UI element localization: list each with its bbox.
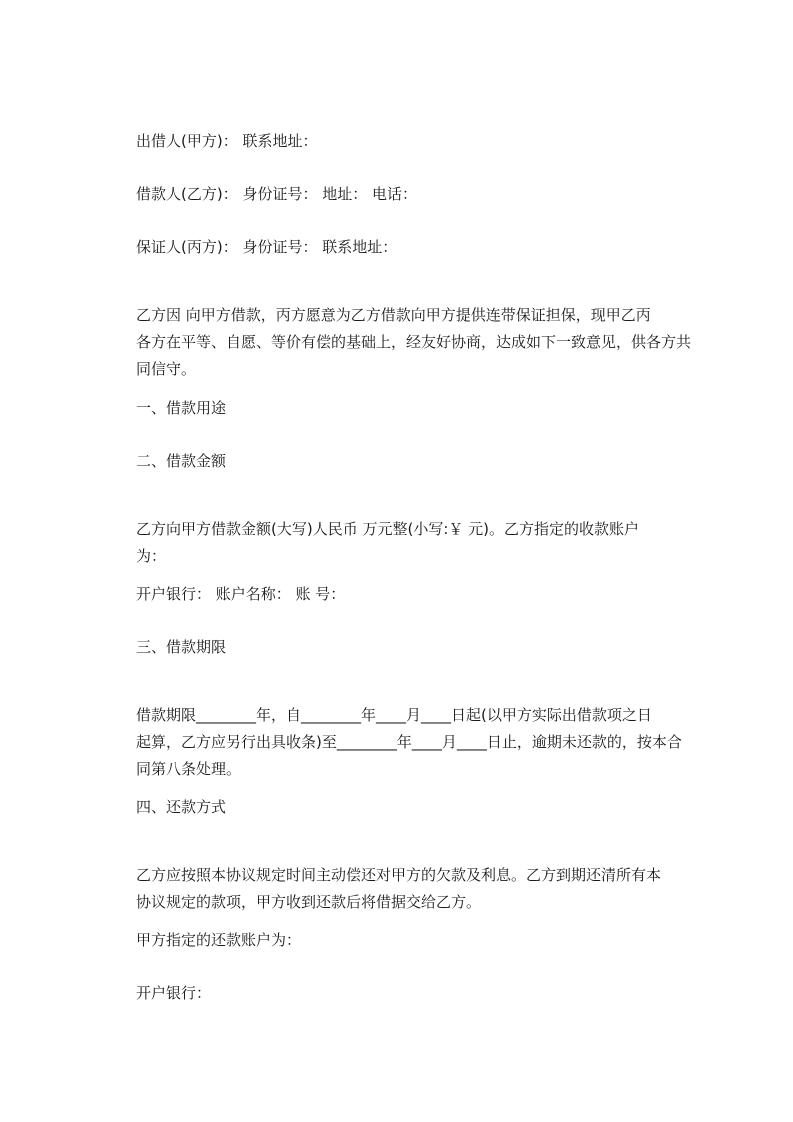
term-paragraph-line-2: 起算，乙方应另行出具收条)至________年____月____日止，逾期未还款的，按本合 [136,733,682,751]
amount-paragraph-line-2: 为： [136,547,167,565]
intro-paragraph-line-3: 同信守。 [136,360,197,378]
bank-info-line: 开户银行： 账户名称： 账 号： [136,585,346,603]
section-heading-amount: 二、借款金额 [136,452,227,470]
intro-paragraph-line-2: 各方在平等、自愿、等价有偿的基础上，经友好协商，达成如下一致意见，供各方共 [136,333,692,351]
section-heading-term: 三、借款期限 [136,638,227,656]
repay-paragraph-line-2: 协议规定的款项，甲方收到还款后将借据交给乙方。 [136,893,482,911]
guarantor-line: 保证人(丙方)： 身份证号： 联系地址： [136,238,398,256]
term-paragraph-line-3: 同第八条处理。 [136,760,242,778]
repay-bank-line: 开户银行： [136,984,212,1002]
section-heading-purpose: 一、借款用途 [136,399,227,417]
lender-line: 出借人(甲方)： 联系地址： [136,132,318,150]
section-heading-repayment: 四、还款方式 [136,798,227,816]
borrower-line: 借款人(乙方)： 身份证号： 地址： 电话： [136,185,418,203]
intro-paragraph-line-1: 乙方因 向甲方借款，丙方愿意为乙方借款向甲方提供连带保证担保，现甲乙丙 [136,306,651,324]
amount-paragraph-line-1: 乙方向甲方借款金额(大写)人民币 万元整(小写:￥ 元)。乙方指定的收款账户 [136,520,640,538]
repay-paragraph-line-1: 乙方应按照本协议规定时间主动偿还对甲方的欠款及利息。乙方到期还清所有本 [136,866,662,884]
repay-account-line: 甲方指定的还款账户为： [136,931,302,949]
term-paragraph-line-1: 借款期限________年，自________年____月____日起(以甲方实际出借款项之日 [136,706,652,724]
